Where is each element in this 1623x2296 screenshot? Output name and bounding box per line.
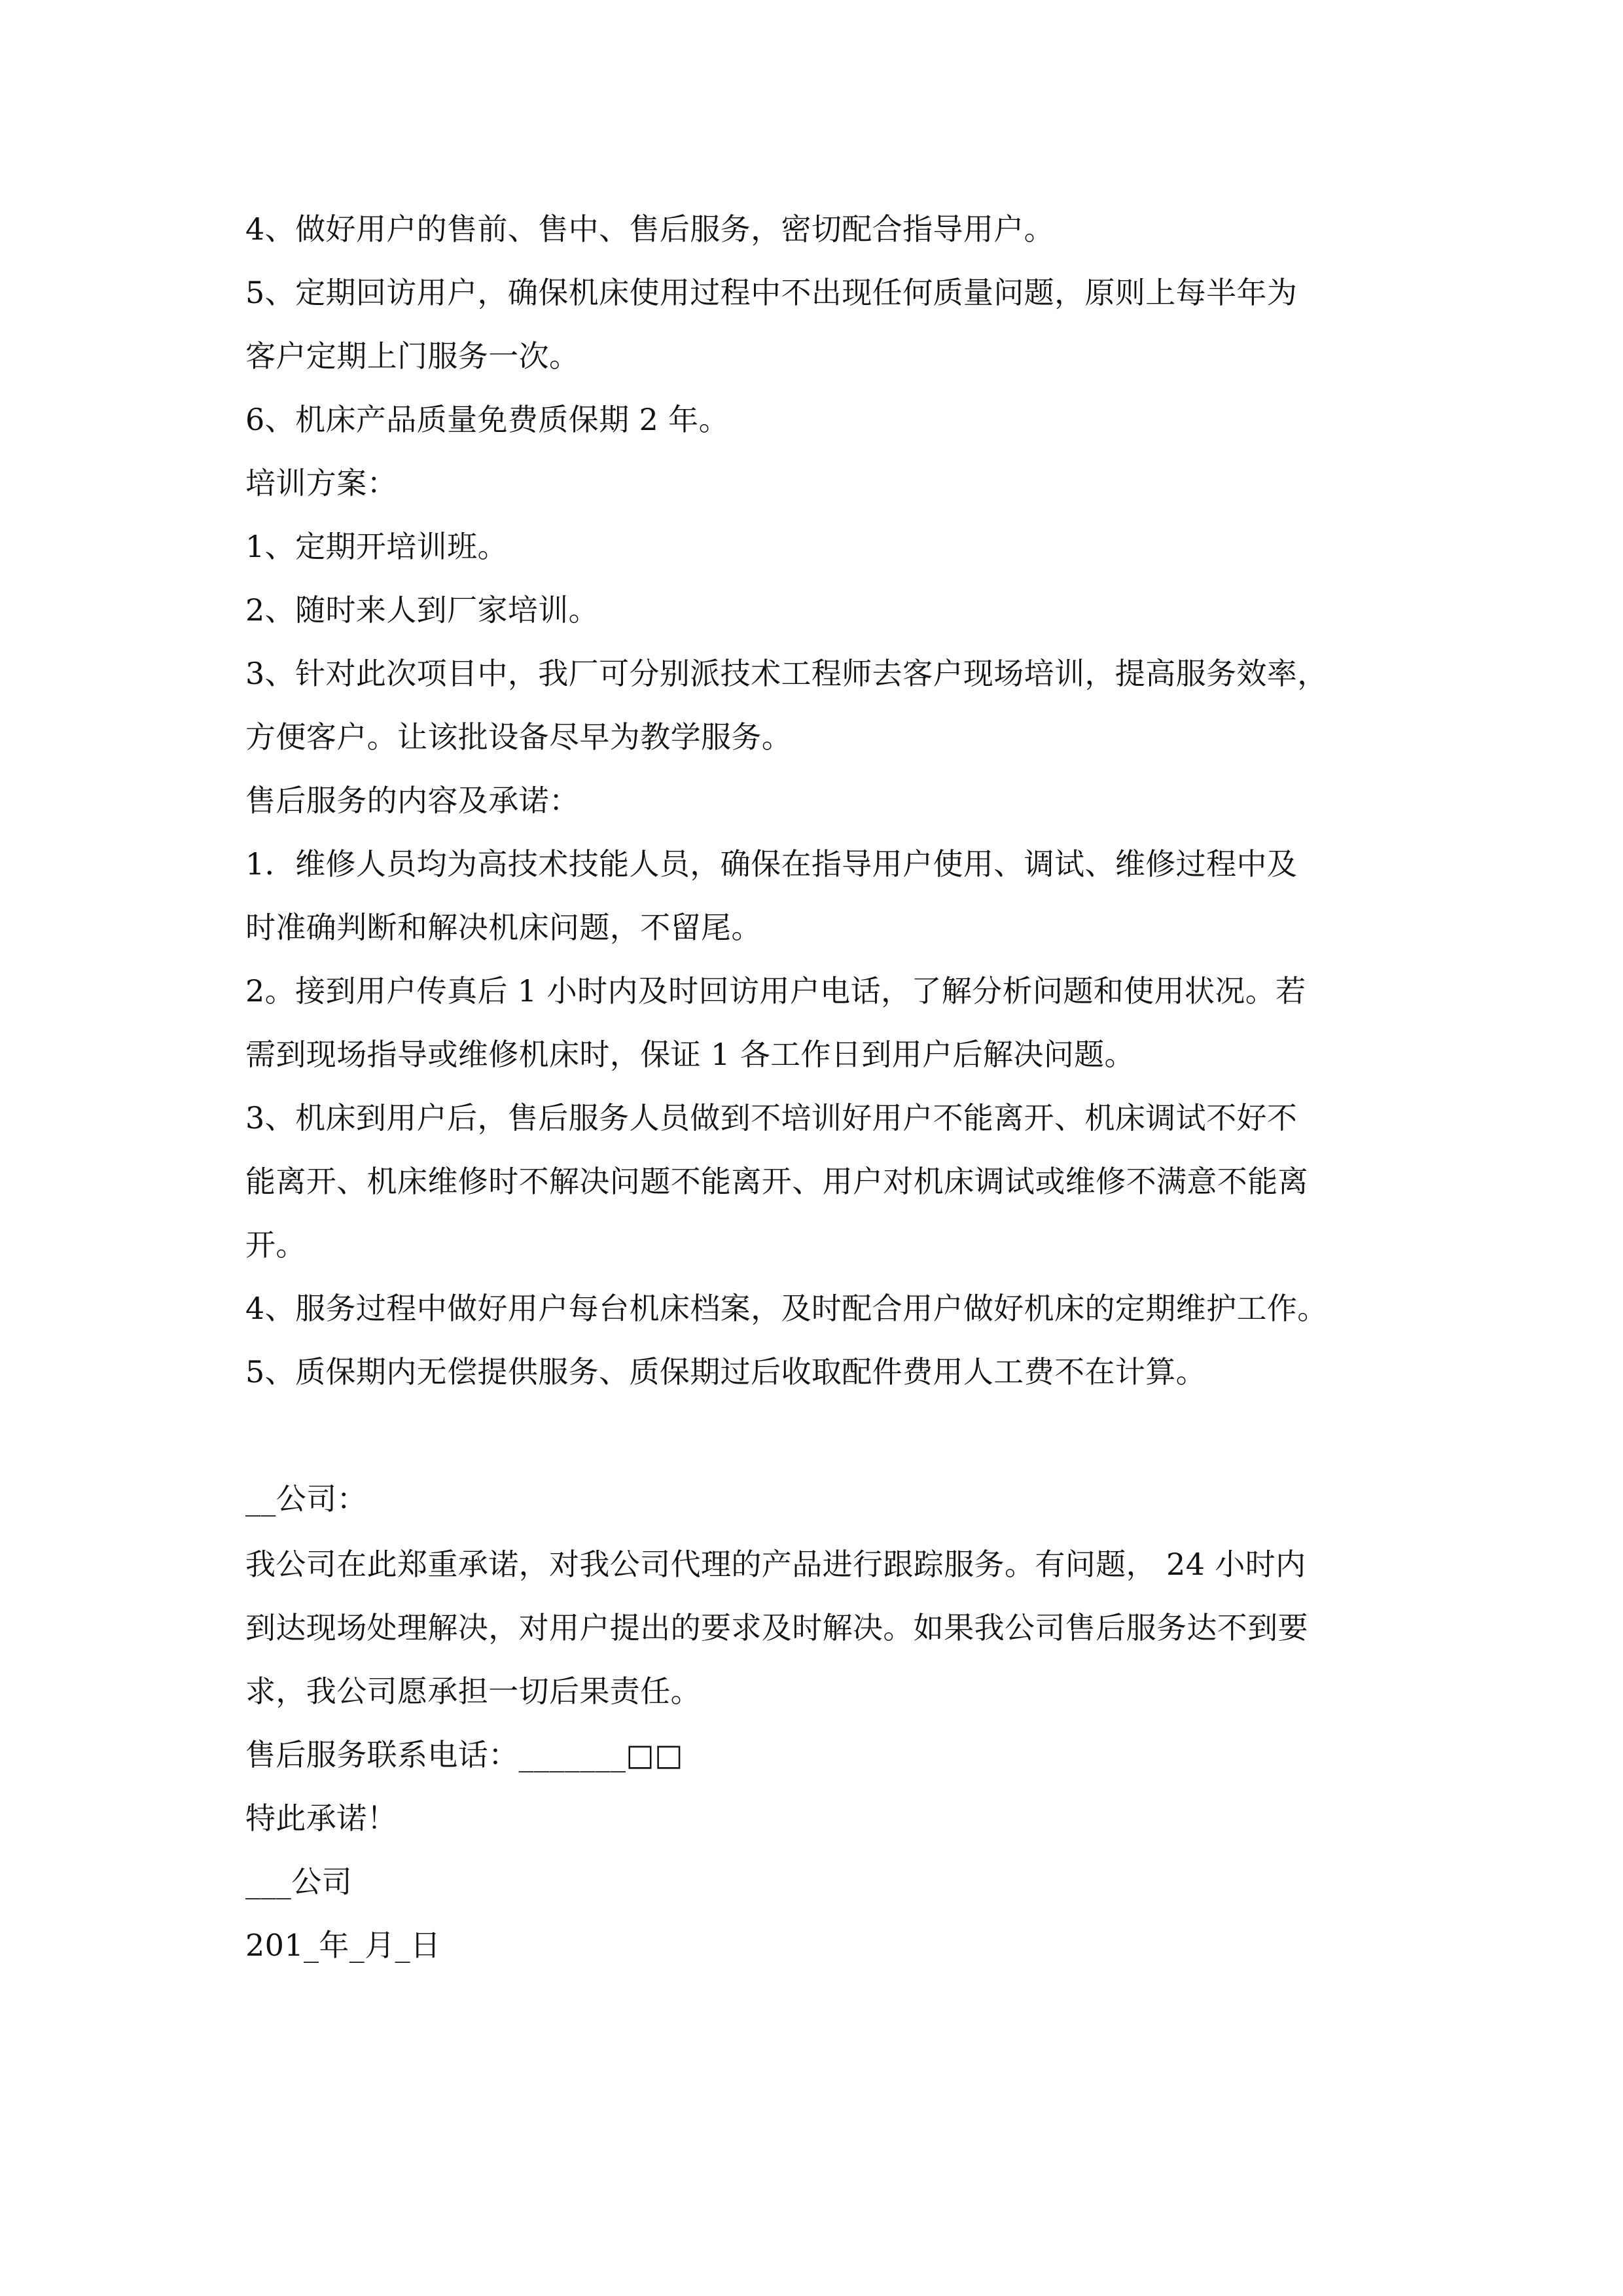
service-item-4: 4、做好用户的售前、售中、售后服务，密切配合指导用户。 — [245, 211, 1055, 247]
after-sales-item-1: 1．维修人员均为高技术技能人员，确保在指导用户使用、调试、维修过程中及 — [245, 846, 1298, 882]
after-sales-item-3: 3、机床到用户后，售后服务人员做到不培训好用户不能离开、机床调试不好不 — [245, 1100, 1298, 1136]
letter-date: 201_年_月_日 — [245, 1928, 441, 1963]
letter-body-line-3: 求，我公司愿承担一切后果责任。 — [245, 1674, 701, 1709]
training-item-3-continued: 方便客户。让该批设备尽早为教学服务。 — [245, 719, 793, 755]
service-item-6: 6、机床产品质量免费质保期 2 年。 — [245, 402, 729, 437]
signature-company: ___公司 — [245, 1864, 352, 1899]
training-item-3: 3、针对此次项目中，我厂可分别派技术工程师去客户现场培训，提高服务效率， — [245, 656, 1328, 691]
letter-body-line-2: 到达现场处理解决，对用户提出的要求及时解决。如果我公司售后服务达不到要 — [245, 1610, 1308, 1645]
letter-closing: 特此承诺！ — [245, 1801, 397, 1836]
letter-recipient: __公司： — [245, 1481, 367, 1516]
after-sales-heading: 售后服务的内容及承诺： — [245, 783, 580, 818]
training-item-2: 2、随时来人到厂家培训。 — [245, 592, 599, 628]
after-sales-item-3-end: 开。 — [245, 1227, 306, 1263]
after-sales-item-4: 4、服务过程中做好用户每台机床档案，及时配合用户做好机床的定期维护工作。 — [245, 1291, 1328, 1326]
training-item-1: 1、定期开培训班。 — [245, 529, 508, 564]
after-sales-item-3-continued: 能离开、机床维修时不解决问题不能离开、用户对机床调试或维修不满意不能离 — [245, 1164, 1308, 1199]
after-sales-item-1-continued: 时准确判断和解决机床问题，不留尾。 — [245, 910, 762, 945]
letter-body-line-1: 我公司在此郑重承诺，对我公司代理的产品进行跟踪服务。有问题， 24 小时内 — [245, 1547, 1306, 1582]
training-heading: 培训方案： — [245, 465, 397, 501]
after-sales-item-2: 2。接到用户传真后 1 小时内及时回访用户电话，了解分析问题和使用状况。若 — [245, 973, 1306, 1009]
service-phone-line: 售后服务联系电话：_______□□ — [245, 1737, 684, 1772]
after-sales-item-2-continued: 需到现场指导或维修机床时，保证 1 各工作日到用户后解决问题。 — [245, 1037, 1135, 1072]
service-item-5-continued: 客户定期上门服务一次。 — [245, 338, 580, 374]
after-sales-item-5: 5、质保期内无偿提供服务、质保期过后收取配件费用人工费不在计算。 — [245, 1354, 1207, 1390]
service-item-5: 5、定期回访用户，确保机床使用过程中不出现任何质量问题，原则上每半年为 — [245, 275, 1298, 310]
